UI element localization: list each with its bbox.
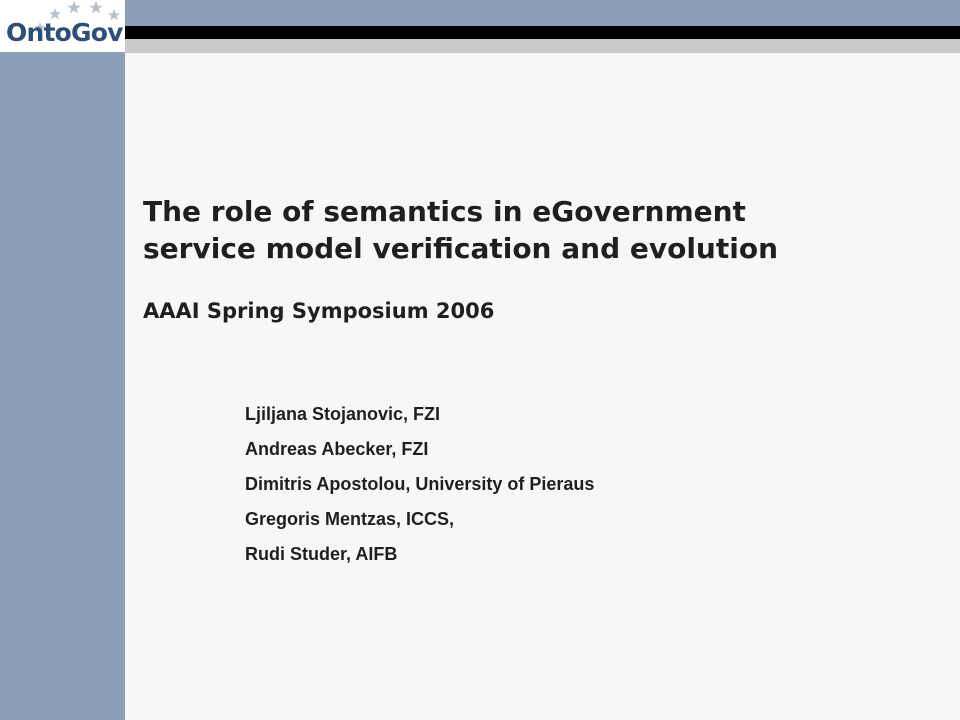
title-line-1: The role of semantics in eGovernment — [143, 195, 746, 228]
author-item: Ljiljana Stojanovic, FZI — [245, 404, 441, 424]
ontogov-logo — [0, 0, 125, 52]
author-item: Gregoris Mentzas, ICCS, — [245, 509, 455, 529]
title-line-2: service model verification and evolution — [143, 232, 779, 265]
logo-wordmark: OntoGov — [6, 18, 123, 47]
header-gray-band — [125, 39, 960, 53]
presentation-title — [143, 193, 943, 267]
author-item: Dimitris Apostolou, University of Pieraus — [245, 474, 595, 494]
top-header-strip — [125, 0, 960, 26]
left-sidebar-bar — [0, 0, 125, 720]
author-list — [245, 397, 594, 572]
author-item: Rudi Studer, AIFB — [245, 544, 398, 564]
author-item: Andreas Abecker, FZI — [245, 439, 429, 459]
event-subtitle: AAAI Spring Symposium 2006 — [143, 299, 495, 323]
header-black-band — [125, 26, 960, 39]
